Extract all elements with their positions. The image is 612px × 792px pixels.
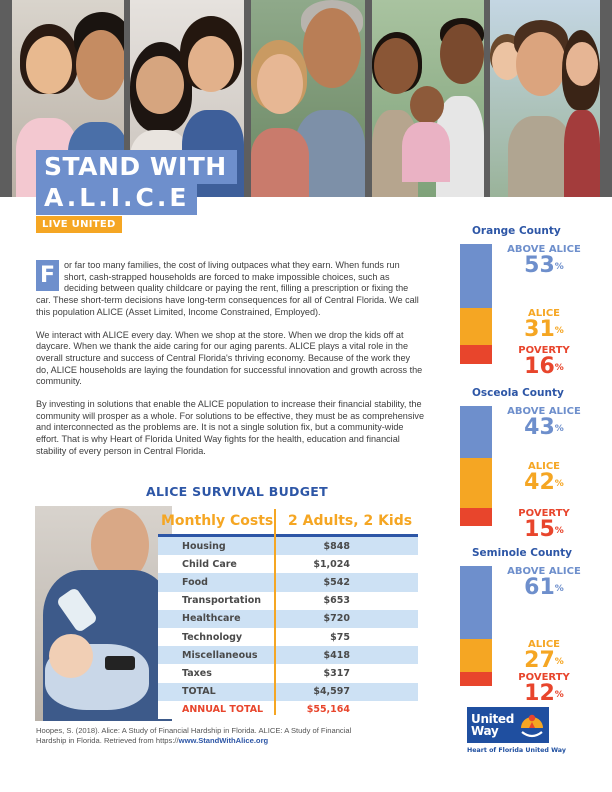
above-alice-bar — [460, 406, 492, 458]
logo-mark — [467, 707, 549, 743]
table-row — [158, 555, 418, 573]
header-monthly-costs: Monthly Costs — [161, 512, 274, 529]
stat-label: ALICE — [527, 639, 560, 651]
stat-label: POVERTY — [518, 344, 570, 356]
above-alice-stat — [498, 244, 590, 277]
table-row — [158, 592, 418, 610]
percent-sign: % — [554, 526, 564, 536]
above-alice-bar — [460, 244, 492, 308]
logo-line1: United — [471, 712, 515, 726]
poverty-bar — [460, 672, 492, 686]
percent-sign: % — [554, 424, 564, 434]
county-bar-stack — [460, 244, 492, 364]
table-row — [158, 537, 418, 555]
cost-value: $317 — [323, 667, 350, 679]
logo-wordmark — [471, 713, 514, 737]
cost-label: ANNUAL TOTAL — [182, 704, 264, 716]
stat-label: POVERTY — [518, 508, 570, 519]
title-banner-line1 — [36, 150, 237, 184]
cost-value: $4,597 — [313, 686, 350, 698]
county-panel — [450, 387, 590, 542]
percent-sign: % — [554, 362, 564, 373]
poverty-stat — [498, 508, 590, 541]
county-name: Orange County — [472, 225, 561, 237]
poverty-bar — [460, 508, 492, 526]
alice-stat — [498, 639, 590, 672]
family-photo-5 — [490, 0, 600, 197]
cost-label: Housing — [182, 540, 226, 552]
county-panel — [450, 547, 590, 706]
citation-url[interactable]: www.StandWithAlice.org — [178, 735, 269, 745]
budget-heading: ALICE SURVIVAL BUDGET — [146, 484, 328, 499]
citation-text: Hoopes, S. (2018). Alice: A Study of Financial Hardship in Florida. ALICE: A Study of Financial Hardship in Florida. Retrieved from https:// — [36, 726, 352, 745]
cost-value: $542 — [323, 576, 350, 588]
father-feeding-baby-photo — [35, 506, 172, 721]
stat-value — [498, 417, 590, 439]
percent-sign: % — [554, 584, 564, 594]
stat-number: 53 — [524, 253, 555, 278]
above-alice-bar — [460, 566, 492, 639]
stat-value — [498, 353, 590, 379]
stat-label: ABOVE ALICE — [507, 566, 581, 577]
cost-label: Taxes — [182, 667, 212, 679]
cost-label: Healthcare — [182, 613, 241, 625]
stat-number: 15 — [524, 517, 555, 542]
family-photo-3 — [251, 0, 365, 197]
family-photo-4 — [372, 0, 484, 197]
table-row — [158, 610, 418, 628]
drop-cap: F — [36, 260, 59, 291]
intro-paragraph-3: By investing in solutions that enable the ALICE population to increase their financial stability, the community will prosper as a whole. For solutions to be effective, they must be as comprehensive and interconnected as the problems are. It is not a single solution fix, but a community-wide effort. That is why Heart of Florida United Way fights for the health, education and financial stability of every person in Central Florida. — [36, 399, 425, 456]
cost-label: Food — [182, 576, 208, 588]
percent-sign: % — [554, 325, 564, 336]
cost-value: $418 — [323, 649, 350, 661]
stat-number: 12 — [524, 680, 555, 706]
stat-number: 31 — [524, 316, 555, 342]
cost-label: TOTAL — [182, 686, 216, 698]
cost-value: $653 — [323, 595, 350, 607]
intro-text — [36, 260, 424, 469]
table-row — [158, 701, 418, 719]
percent-sign: % — [554, 478, 564, 489]
stat-number: 61 — [524, 575, 555, 600]
cost-value: $75 — [330, 631, 350, 643]
percent-sign: % — [554, 657, 564, 668]
county-name: Seminole County — [472, 547, 573, 559]
county-panel — [450, 225, 590, 379]
poverty-stat — [498, 672, 590, 705]
table-row — [158, 646, 418, 664]
cost-value: $720 — [323, 613, 350, 625]
above-alice-stat — [498, 406, 590, 439]
cost-value: $55,164 — [306, 704, 350, 716]
stat-label: ABOVE ALICE — [507, 406, 581, 417]
cost-label: Child Care — [182, 558, 237, 570]
county-bar-stack — [460, 566, 492, 686]
page-title-line1: STAND WITH — [44, 152, 227, 181]
table-row — [158, 573, 418, 591]
stat-label: POVERTY — [518, 671, 570, 683]
stat-value — [498, 469, 590, 495]
county-name: Osceola County — [472, 387, 564, 399]
intro-paragraph-1 — [36, 260, 424, 319]
table-row — [158, 628, 418, 646]
column-divider — [274, 509, 276, 715]
logo-line2: Way — [471, 724, 499, 738]
stat-value — [498, 650, 590, 672]
alice-bar — [460, 639, 492, 671]
united-way-logo — [467, 707, 587, 754]
cost-label: Transportation — [182, 595, 262, 607]
table-row — [158, 683, 418, 701]
stat-label: ALICE — [527, 460, 560, 472]
stat-label: ALICE — [527, 307, 560, 319]
live-united-tag: LIVE UNITED — [36, 216, 122, 233]
page-title-line2: A.L.I.C.E — [44, 183, 190, 212]
stat-value — [498, 255, 590, 277]
cost-value: $848 — [323, 540, 350, 552]
intro-paragraph-2: We interact with ALICE every day. When we shop at the store. When we drop the kids off at daycare. When we thank the aide caring for our aging parents. ALICE plays a vital role in the overall structure and success of Central Florida's thriving economy. Because of the work they do, ALICE households are laying the foundation for successful innovation and growth across the community. — [36, 329, 423, 387]
stat-number: 27 — [524, 648, 555, 674]
poverty-bar — [460, 345, 492, 364]
poverty-stat — [498, 345, 590, 378]
stat-value — [498, 680, 590, 706]
logo-tagline: Heart of Florida United Way — [467, 747, 566, 754]
alice-bar — [460, 308, 492, 345]
percent-sign: % — [554, 262, 564, 272]
cost-label: Technology — [182, 631, 243, 643]
cost-label: Miscellaneous — [182, 649, 258, 661]
helping-hand-icon — [517, 710, 547, 740]
header-household-type: 2 Adults, 2 Kids — [288, 512, 413, 529]
stat-number: 42 — [524, 469, 555, 495]
budget-table-header — [158, 507, 418, 534]
title-banner-line2 — [36, 182, 197, 215]
alice-stat — [498, 308, 590, 341]
intro-paragraph-1-text: or far too many families, the cost of living outpaces what they earn. When funds run short, cash-strapped households are forced to make impossible choices, such as deciding between quality childcare or paying the rent, filling a prescription or fixing the car. These short-term decisions have long-term consequences for all of Central Florida. We call this population ALICE (Asset Limited, Income Constrained, Employed). — [36, 260, 419, 317]
table-row — [158, 664, 418, 682]
stat-value — [498, 316, 590, 342]
stat-label: ABOVE ALICE — [507, 244, 581, 255]
stat-number: 16 — [524, 353, 555, 379]
county-bar-stack — [460, 406, 492, 526]
budget-rows — [158, 537, 418, 719]
cost-value: $1,024 — [313, 558, 350, 570]
citation — [36, 726, 366, 745]
percent-sign: % — [554, 689, 564, 700]
alice-bar — [460, 458, 492, 508]
stat-value — [498, 577, 590, 599]
alice-stat — [498, 461, 590, 494]
above-alice-stat — [498, 566, 590, 599]
stat-value — [498, 519, 590, 541]
budget-table — [158, 507, 418, 719]
stat-number: 43 — [524, 415, 555, 440]
